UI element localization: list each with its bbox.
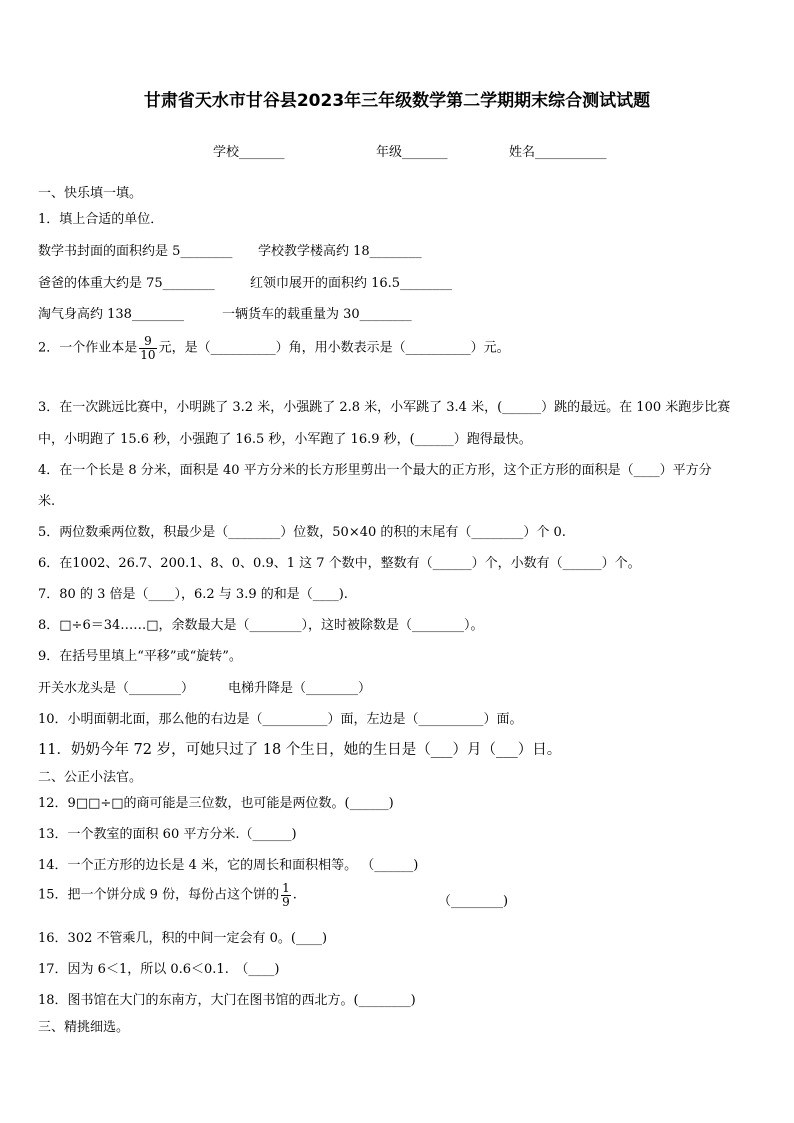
fraction-numerator: 1 — [282, 881, 290, 895]
fraction-denominator: 9 — [282, 894, 290, 909]
fraction-nine-tenths — [139, 335, 156, 361]
question-4-line-1: 4．在一个长是 8 分米，面积是 40 平方分米的长方形里剪出一个最大的正方形，这个正方形的面积是（____）平方分 — [38, 463, 712, 478]
section-heading-3: 三、精挑细选。 — [38, 1020, 130, 1035]
grade-field: 年级_______ — [376, 145, 448, 160]
question-9: 9．在括号里填上“平移”或“旋转”。 — [38, 649, 242, 664]
section-heading-1: 一、快乐填一填。 — [38, 186, 143, 201]
fraction-denominator: 10 — [140, 347, 156, 362]
question-17: 17．因为 6＜1，所以 0.6＜0.1. （____) — [38, 962, 280, 977]
question-15-answer: （________) — [438, 894, 509, 909]
fraction-one-ninth — [281, 882, 291, 908]
question-18: 18．图书馆在大门的东南方，大门在图书馆的西北方。(________) — [38, 993, 416, 1008]
question-9-b: 电梯升降是（________） — [228, 681, 372, 696]
question-13: 13．一个教室的面积 60 平方分米.（______) — [38, 827, 297, 842]
question-1-a: 数学书封面的面积约是 5________ — [38, 244, 233, 259]
question-16: 16．302 不管乘几，积的中间一定会有 0。(____) — [38, 931, 328, 946]
question-1-d: 红领巾展开的面积约 16.5________ — [250, 276, 453, 291]
question-1-b: 学校教学楼高约 18________ — [258, 244, 422, 259]
question-2-text-b: 元，是（__________）角，用小数表示是（__________）元。 — [158, 340, 510, 356]
question-14: 14．一个正方形的边长是 4 米，它的周长和面积相等。 （______) — [38, 858, 419, 873]
question-1-e: 淘气身高约 138________ — [38, 307, 184, 322]
name-field: 姓名___________ — [509, 145, 607, 160]
question-15-text-a: 15．把一个饼分成 9 份，每份占这个饼的 — [38, 887, 280, 903]
school-field: 学校_______ — [213, 145, 285, 160]
question-15 — [38, 882, 297, 908]
question-6: 6．在1002、26.7、200.1、8、0、0.9、1 这 7 个数中，整数有（______）个，小数有（______）个。 — [38, 556, 641, 571]
question-1-c: 爸爸的体重大约是 75________ — [38, 276, 215, 291]
question-2 — [38, 335, 510, 361]
question-3-line-1: 3．在一次跳远比赛中，小明跳了 3.2 米，小强跳了 2.8 米，小军跳了 3.4 米，(______）跳的最远。在 100 米跑步比赛 — [38, 400, 731, 415]
question-12: 12．9□□÷□的商可能是三位数，也可能是两位数。(______) — [38, 796, 394, 811]
question-11: 11．奶奶今年 72 岁，可她只过了 18 个生日，她的生日是（___）月（___）日。 — [38, 742, 562, 758]
question-3-line-2: 中，小明跑了 15.6 秒，小强跑了 16.5 秒，小军跑了 16.9 秒，(______）跑得最快。 — [38, 432, 532, 447]
question-10: 10．小明面朝北面，那么他的右边是（__________）面，左边是（__________）面。 — [38, 712, 523, 727]
question-15-text-b: . — [292, 887, 297, 903]
question-8: 8．□÷6＝34……□，余数最大是（________），这时被除数是（________）。 — [38, 618, 484, 633]
question-1-f: 一辆货车的载重量为 30________ — [222, 307, 412, 322]
question-4-line-2: 米. — [38, 494, 56, 509]
page-title: 甘肃省天水市甘谷县2023年三年级数学第二学期期末综合测试试题 — [143, 91, 651, 111]
fraction-numerator: 9 — [139, 335, 156, 349]
question-2-text-a: 2．一个作业本是 — [38, 340, 138, 356]
question-1: 1．填上合适的单位． — [38, 212, 164, 227]
question-9-a: 开关水龙头是（________） — [38, 681, 195, 696]
question-5: 5．两位数乘两位数，积最少是（________）位数，50×40 的积的末尾有（________）个 0. — [38, 525, 566, 540]
section-heading-2: 二、公正小法官。 — [38, 770, 143, 785]
question-7: 7．80 的 3 倍是（____），6.2 与 3.9 的和是（____). — [38, 587, 348, 602]
